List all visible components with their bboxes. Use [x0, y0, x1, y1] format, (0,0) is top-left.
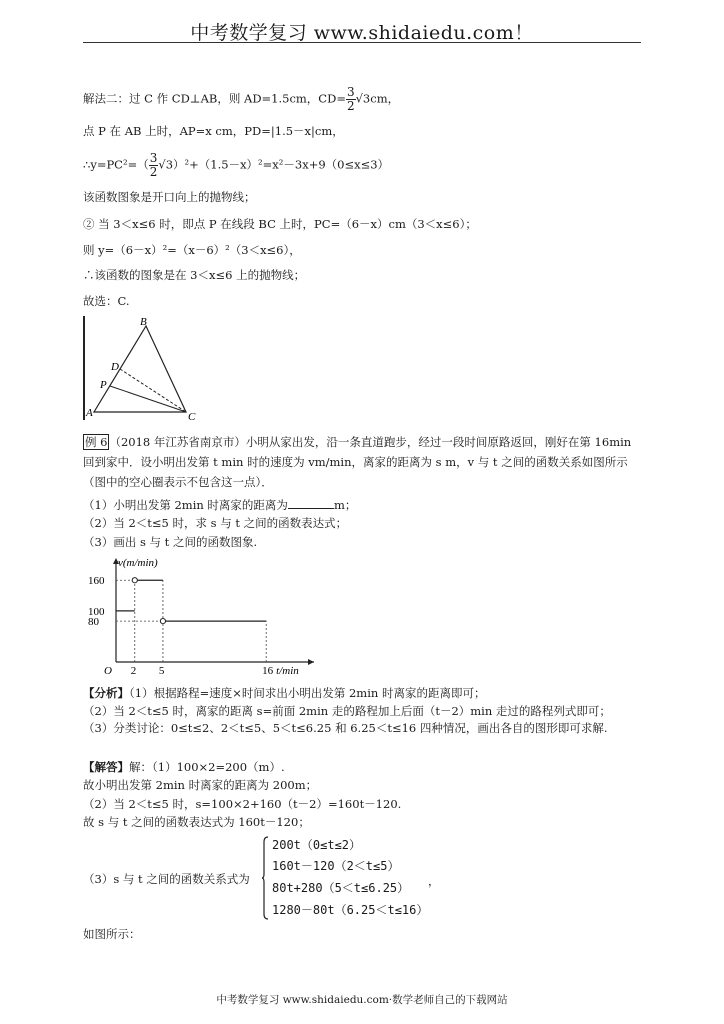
- header-rule: [83, 42, 641, 43]
- y-tick-label: 160: [88, 575, 105, 588]
- answer-line-6: 如图所示：: [83, 927, 141, 941]
- fraction: $\frac{3}{2}$: [346, 85, 355, 113]
- case-2: 160t－120（2＜t≤5）: [272, 859, 400, 873]
- x-tick-label: 2: [130, 665, 137, 674]
- y-axis-label: v(m/min): [118, 557, 158, 569]
- x-axis-arrow: [308, 659, 314, 665]
- solution-line-6: 则 y=（6－x）²=（x－6）²（3＜x≤6），: [83, 243, 301, 257]
- vertex-label-p: P: [100, 379, 107, 391]
- fraction: $\frac{3}{2}$: [149, 151, 158, 179]
- y-tick-label: 100: [88, 605, 105, 618]
- vertex-label-c: C: [188, 411, 196, 423]
- open-point: [160, 619, 165, 624]
- page-footer: 中考数学复习 www.shidaiedu.com·数学老师自己的下载网站: [216, 994, 508, 1006]
- solution-line-3: ∴y=PC²=（ $\frac{3}{2}$ √3）²+（1.5－x）²=x²－3x+9（0≤x≤3）: [83, 151, 390, 179]
- solution-line-5: ② 当 3＜x≤6 时，即点 P 在线段 BC 上时，PC=（6－x）cm（3＜x≤6）；: [83, 217, 477, 231]
- case-4: 1280－80t（6.25＜t≤16）: [272, 903, 429, 917]
- vertex-label-b: B: [140, 316, 147, 328]
- analysis-line-3: （3）分类讨论：0≤t≤2、2＜t≤5、5＜t≤6.25 和 6.25＜t≤16 四种情况，画出各自的图形即可求解.: [83, 721, 608, 735]
- example-problem: 例 6 （2018 年江苏省南京市）小明从家出发，沿一条直道跑步，经过一段时间原路返回，刚好在第 16min 回到家中．设小明出发第 t min 时的速度为 vm/min，离家的距离为 s m，v 与 t 之间的函数关系如图所示（图中的空心圈表示不包含这一点）．: [83, 435, 632, 489]
- answer-line-1: 【解答】解：（1）100×2=200（m）.: [83, 760, 285, 774]
- triangle-figure: [78, 312, 208, 424]
- y-tick-label: 80: [88, 616, 99, 629]
- answer-line-3: （2）当 2＜t≤5 时，s=100×2+160（t－2）=160t－120.: [83, 797, 402, 811]
- origin-label: O: [104, 665, 112, 674]
- velocity-time-chart: [82, 556, 322, 674]
- solution-line-2: 点 P 在 AB 上时，AP=x cm，PD=|1.5－x|cm，: [83, 124, 344, 138]
- vertex-label-a: A: [86, 407, 93, 419]
- x-axis-label: t/min: [276, 665, 299, 674]
- question-1: （1）小明出发第 2min 时离家的距离为 m；: [83, 498, 357, 512]
- x-tick-label: 16: [262, 665, 274, 674]
- answer-line-2: 故小明出发第 2min 时离家的距离为 200m；: [83, 778, 318, 792]
- case-3: 80t+280（5＜t≤6.25）: [272, 881, 410, 895]
- solution-line-1: 解法二：过 C 作 CD⊥AB，则 AD=1.5cm，CD= $\frac{3}{2}$ √3cm，: [83, 85, 400, 113]
- answer-line-4: 故 s 与 t 之间的函数表达式为 160t－120；: [83, 815, 310, 829]
- brace: [262, 836, 268, 920]
- case-1: 200t（0≤t≤2）: [272, 838, 362, 852]
- analysis-line-1: 【分析】（1）根据路程=速度×时间求出小明出发第 2min 时离家的距离即可；: [83, 686, 486, 700]
- example-tag: 例 6: [85, 435, 108, 449]
- question-3: （3）画出 s 与 t 之间的函数图象.: [83, 535, 258, 549]
- answer-comma: ，: [428, 874, 440, 888]
- piecewise-function: [262, 836, 432, 920]
- vertex-label-d: D: [111, 361, 119, 373]
- x-tick-label: 5: [158, 665, 165, 674]
- solution-line-8: 故选：C.: [83, 294, 130, 308]
- question-2: （2）当 2＜t≤5 时，求 s 与 t 之间的函数表达式；: [83, 516, 348, 530]
- answer-line-5: （3）s 与 t 之间的函数关系式为: [83, 872, 250, 886]
- solution-line-7: ∴该函数的图象是在 3＜x≤6 上的抛物线；: [83, 268, 306, 282]
- analysis-line-2: （2）当 2＜t≤5 时，离家的距离 s=前面 2min 走的路程加上后面（t－2）min 走过的路程列式即可；: [83, 704, 611, 718]
- answer-blank: [288, 497, 334, 509]
- solution-line-4: 该函数图象是开口向上的抛物线；: [83, 190, 256, 204]
- page-header: 中考数学复习 www.shidaiedu.com！: [190, 22, 534, 44]
- open-point: [132, 578, 137, 583]
